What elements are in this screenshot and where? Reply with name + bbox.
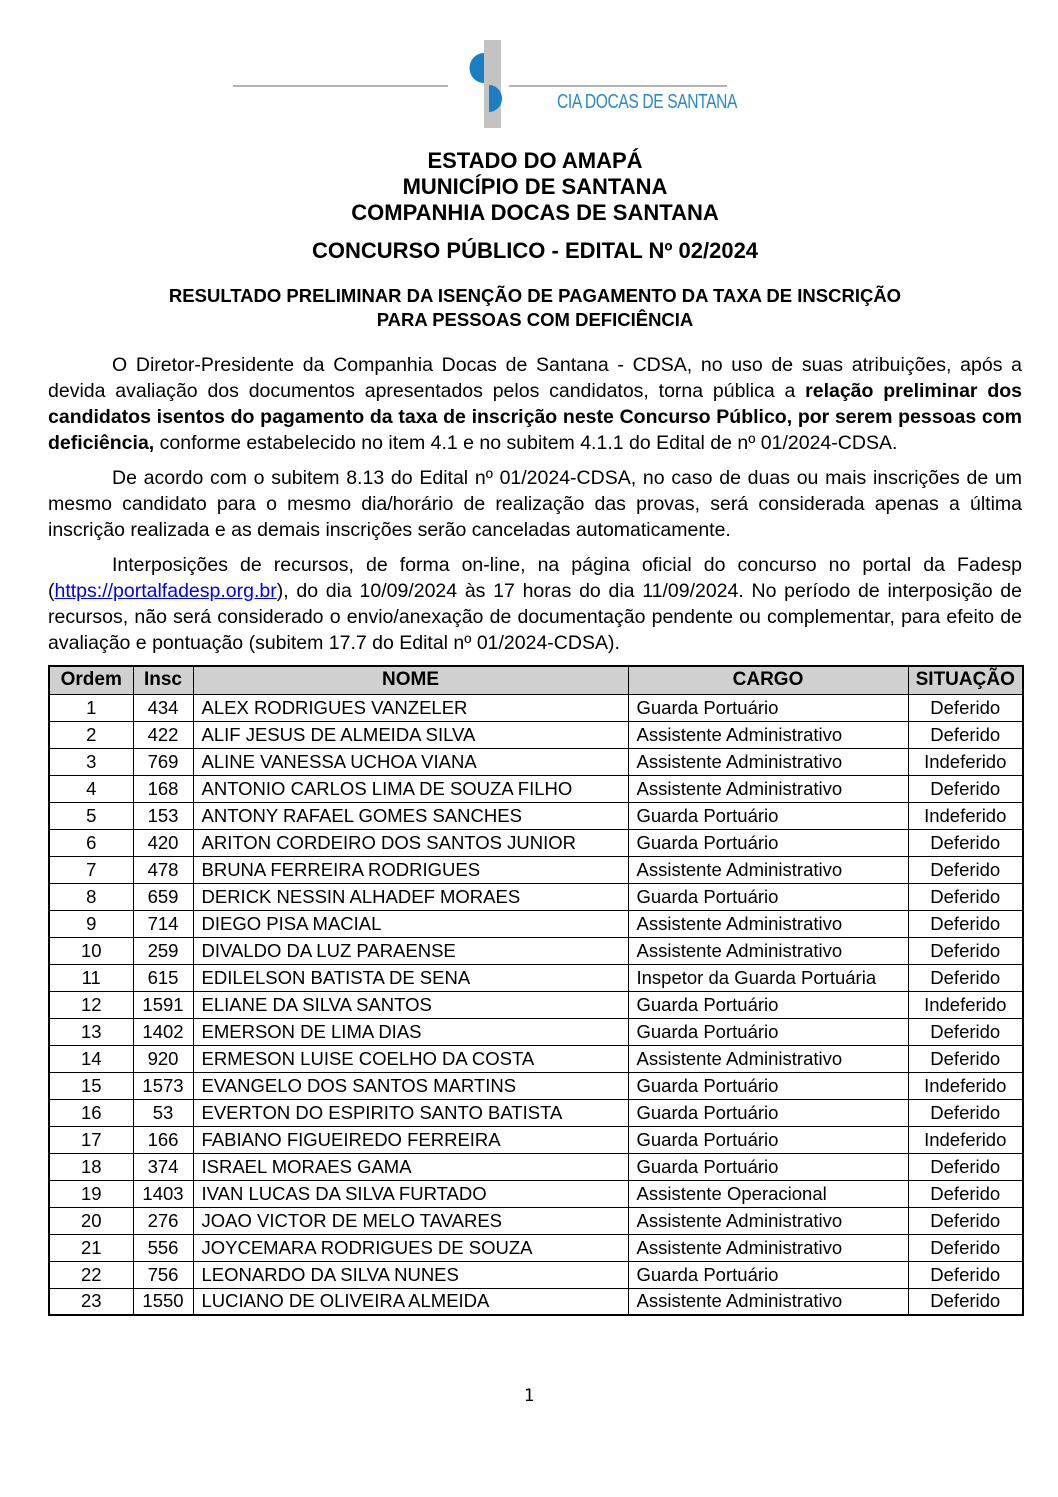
cell-situacao: Indeferido [908,802,1023,829]
cell-ordem: 9 [49,910,133,937]
cell-insc: 1402 [133,1018,193,1045]
table-row [49,1288,1023,1315]
cell-ordem: 6 [49,829,133,856]
cell-nome: ELIANE DA SILVA SANTOS [193,991,628,1018]
paragraph-1-text-end: conforme estabelecido no item 4.1 e no subitem 4.1.1 do Edital de nº 01/2024-CDSA. [154,432,898,454]
cell-cargo: Guarda Portuário [628,1018,908,1045]
cell-insc: 1591 [133,991,193,1018]
cell-cargo: Assistente Operacional [628,1180,908,1207]
table-row [49,964,1023,991]
cell-situacao: Indeferido [908,748,1023,775]
cell-insc: 434 [133,694,193,721]
table-row [49,1261,1023,1288]
cell-cargo: Guarda Portuário [628,1153,908,1180]
paragraph-2: De acordo com o subitem 8.13 do Edital nº 01/2024-CDSA, no caso de duas ou mais inscrições de um mesmo candidato para o mesmo dia/horário de realização das provas, será considerada apenas a última inscrição realizada e as demais inscrições serão canceladas automaticamente. [48,467,1022,541]
table-row [49,883,1023,910]
cell-ordem: 11 [49,964,133,991]
cell-ordem: 3 [49,748,133,775]
cell-situacao: Deferido [908,910,1023,937]
cell-situacao: Indeferido [908,991,1023,1018]
cell-nome: EDILELSON BATISTA DE SENA [193,964,628,991]
cell-situacao: Deferido [908,1288,1023,1315]
cell-ordem: 21 [49,1234,133,1261]
fadesp-portal-link[interactable]: https://portalfadesp.org.br [54,580,277,602]
cell-situacao: Deferido [908,775,1023,802]
cell-nome: ANTONIO CARLOS LIMA DE SOUZA FILHO [193,775,628,802]
cell-ordem: 16 [49,1099,133,1126]
cell-insc: 1403 [133,1180,193,1207]
cell-insc: 276 [133,1207,193,1234]
cell-nome: IVAN LUCAS DA SILVA FURTADO [193,1180,628,1207]
table-row [49,775,1023,802]
col-header-insc: Insc [133,666,193,694]
cell-nome: ARITON CORDEIRO DOS SANTOS JUNIOR [193,829,628,856]
table-row [49,1153,1023,1180]
cell-ordem: 15 [49,1072,133,1099]
cell-ordem: 23 [49,1288,133,1315]
cell-insc: 478 [133,856,193,883]
cell-insc: 420 [133,829,193,856]
col-header-situacao: SITUAÇÃO [908,666,1023,694]
paragraph-3-text-end: ), do dia 10/09/2024 às 17 horas do dia 11/09/2024. No período de interposição de recursos, não será considerado o envio/anexação de documentação pendente ou complementar, para efeito de avaliação e pontuação (subitem 17.7 do Edital nº 01/2024-CDSA). [48,580,1022,654]
result-subtitle-line1: RESULTADO PRELIMINAR DA ISENÇÃO DE PAGAMENTO DA TAXA DE INSCRIÇÃO [168,285,902,306]
cell-cargo: Assistente Administrativo [628,1207,908,1234]
table-row [49,694,1023,721]
results-table-body [49,694,1023,1315]
table-row [49,829,1023,856]
logo-rule-right [509,85,727,87]
col-header-ordem: Ordem [49,666,133,694]
cell-insc: 769 [133,748,193,775]
cell-insc: 168 [133,775,193,802]
table-row [49,748,1023,775]
cell-situacao: Deferido [908,964,1023,991]
cell-insc: 1550 [133,1288,193,1315]
cell-situacao: Deferido [908,1045,1023,1072]
cell-insc: 1573 [133,1072,193,1099]
cell-ordem: 18 [49,1153,133,1180]
cell-ordem: 5 [49,802,133,829]
edital-title: CONCURSO PÚBLICO - EDITAL Nº 02/2024 [311,238,759,263]
cell-insc: 153 [133,802,193,829]
cell-ordem: 7 [49,856,133,883]
cell-ordem: 10 [49,937,133,964]
cell-insc: 422 [133,721,193,748]
cell-cargo: Guarda Portuário [628,991,908,1018]
cell-cargo: Assistente Administrativo [628,937,908,964]
cell-nome: JOAO VICTOR DE MELO TAVARES [193,1207,628,1234]
table-row [49,721,1023,748]
document-content [48,148,1022,1316]
result-subtitle-line2: PARA PESSOAS COM DEFICIÊNCIA [376,309,694,330]
col-header-nome: NOME [193,666,628,694]
cell-nome: DIVALDO DA LUZ PARAENSE [193,937,628,964]
cell-nome: JOYCEMARA RODRIGUES DE SOUZA [193,1234,628,1261]
cell-situacao: Deferido [908,937,1023,964]
table-row [49,1207,1023,1234]
cell-situacao: Indeferido [908,1072,1023,1099]
cell-cargo: Guarda Portuário [628,883,908,910]
cell-insc: 659 [133,883,193,910]
cell-insc: 714 [133,910,193,937]
cell-insc: 166 [133,1126,193,1153]
table-row [49,1126,1023,1153]
cell-nome: BRUNA FERREIRA RODRIGUES [193,856,628,883]
table-row [49,1072,1023,1099]
table-row [49,1099,1023,1126]
cell-cargo: Assistente Administrativo [628,856,908,883]
cell-nome: EMERSON DE LIMA DIAS [193,1018,628,1045]
cell-cargo: Assistente Administrativo [628,1234,908,1261]
results-table [48,665,1024,1316]
logo-company-name: CIA DOCAS DE SANTANA [557,91,738,113]
cell-nome: DIEGO PISA MACIAL [193,910,628,937]
cell-cargo: Guarda Portuário [628,829,908,856]
table-row [49,1234,1023,1261]
cell-ordem: 14 [49,1045,133,1072]
cell-cargo: Guarda Portuário [628,1126,908,1153]
cell-ordem: 19 [49,1180,133,1207]
cell-situacao: Deferido [908,721,1023,748]
cell-ordem: 22 [49,1261,133,1288]
cell-nome: ERMESON LUISE COELHO DA COSTA [193,1045,628,1072]
cell-situacao: Indeferido [908,1126,1023,1153]
table-header-row [49,666,1023,694]
cell-ordem: 8 [49,883,133,910]
cell-cargo: Assistente Administrativo [628,910,908,937]
cdsa-logo-icon [454,40,516,128]
logo-rule-left [233,85,448,87]
cell-insc: 556 [133,1234,193,1261]
cell-nome: LUCIANO DE OLIVEIRA ALMEIDA [193,1288,628,1315]
logo-band [0,0,1058,135]
cell-cargo: Guarda Portuário [628,802,908,829]
paragraph-3 [48,552,1022,656]
cell-situacao: Deferido [908,1234,1023,1261]
body-text [48,352,1022,656]
cell-cargo: Guarda Portuário [628,1099,908,1126]
table-row [49,910,1023,937]
cell-nome: FABIANO FIGUEIREDO FERREIRA [193,1126,628,1153]
cell-ordem: 1 [49,694,133,721]
cell-nome: ALINE VANESSA UCHOA VIANA [193,748,628,775]
cell-insc: 615 [133,964,193,991]
cell-ordem: 13 [49,1018,133,1045]
cell-cargo: Assistente Administrativo [628,1045,908,1072]
cell-ordem: 12 [49,991,133,1018]
page-number: 1 [523,1386,535,1406]
paragraph-1-bold-text: relação preliminar dos candidatos isentos do pagamento da taxa de inscrição neste Concurso Público, por serem pessoas com deficiência, [48,380,1022,454]
cell-insc: 920 [133,1045,193,1072]
cell-situacao: Deferido [908,694,1023,721]
cell-nome: ANTONY RAFAEL GOMES SANCHES [193,802,628,829]
col-header-cargo: CARGO [628,666,908,694]
cell-cargo: Guarda Portuário [628,1261,908,1288]
cell-nome: ALIF JESUS DE ALMEIDA SILVA [193,721,628,748]
cell-situacao: Deferido [908,1261,1023,1288]
cell-insc: 756 [133,1261,193,1288]
table-row [49,856,1023,883]
paragraph-1 [48,352,1022,456]
cell-ordem: 2 [49,721,133,748]
paragraph-1-text: O Diretor-Presidente da Companhia Docas de Santana - CDSA, no uso de suas atribuições, após a devida avaliação dos documentos apresentados pelos candidatos, torna pública a [48,354,1022,402]
table-row [49,1045,1023,1072]
cell-situacao: Deferido [908,883,1023,910]
cell-nome: EVERTON DO ESPIRITO SANTO BATISTA [193,1099,628,1126]
cell-situacao: Deferido [908,1018,1023,1045]
cell-situacao: Deferido [908,829,1023,856]
table-row [49,1018,1023,1045]
cell-ordem: 4 [49,775,133,802]
table-row [49,802,1023,829]
cell-insc: 53 [133,1099,193,1126]
table-row [49,937,1023,964]
cell-nome: ALEX RODRIGUES VANZELER [193,694,628,721]
table-row [49,991,1023,1018]
cell-ordem: 17 [49,1126,133,1153]
cell-insc: 259 [133,937,193,964]
cell-nome: EVANGELO DOS SANTOS MARTINS [193,1072,628,1099]
cell-situacao: Deferido [908,1180,1023,1207]
cell-ordem: 20 [49,1207,133,1234]
result-subtitle [48,284,1022,332]
cell-cargo: Guarda Portuário [628,1072,908,1099]
cell-insc: 374 [133,1153,193,1180]
cell-situacao: Deferido [908,1153,1023,1180]
cell-cargo: Assistente Administrativo [628,775,908,802]
cell-cargo: Assistente Administrativo [628,748,908,775]
cell-situacao: Deferido [908,1207,1023,1234]
cell-nome: DERICK NESSIN ALHADEF MORAES [193,883,628,910]
org-municipality-line: MUNICÍPIO DE SANTANA [402,174,668,199]
cell-cargo: Assistente Administrativo [628,721,908,748]
org-company-line: COMPANHIA DOCAS DE SANTANA [351,200,719,225]
cell-situacao: Deferido [908,1099,1023,1126]
org-state-line: ESTADO DO AMAPÁ [427,148,643,173]
cell-cargo: Assistente Administrativo [628,1288,908,1315]
cell-situacao: Deferido [908,856,1023,883]
paragraph-3-text: Interposições de recursos, de forma on-line, na página oficial do concurso no portal da Fadesp ( [48,554,1022,602]
table-row [49,1180,1023,1207]
cell-nome: ISRAEL MORAES GAMA [193,1153,628,1180]
cell-cargo: Guarda Portuário [628,694,908,721]
cell-nome: LEONARDO DA SILVA NUNES [193,1261,628,1288]
cell-cargo: Inspetor da Guarda Portuária [628,964,908,991]
